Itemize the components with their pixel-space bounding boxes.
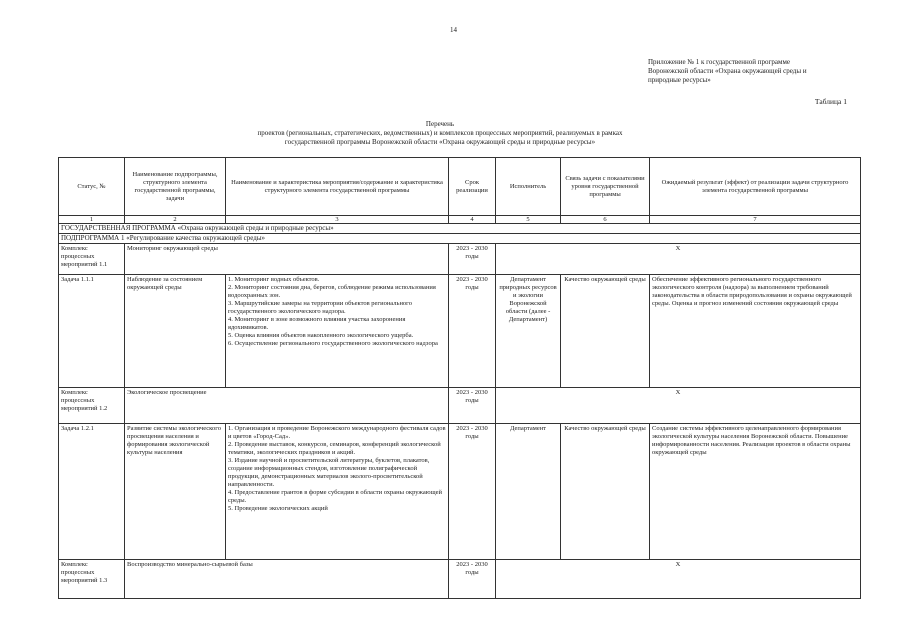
column-number: 7 <box>650 216 861 224</box>
complex-name: Воспроизводство минерально-сырьевой базы <box>125 560 449 599</box>
header-result: Ожидаемый результат (эффект) от реализации задачи структурного элемента государственной программы <box>650 158 861 216</box>
subprogram-row <box>59 234 861 244</box>
task-row <box>59 424 861 560</box>
document-heading <box>200 120 680 147</box>
table-label: Таблица 1 <box>814 97 847 106</box>
program-row <box>59 224 861 234</box>
task-indicator-link: Качество окружающей среды <box>561 424 650 560</box>
action-item: 1. Мониторинг водных объектов. <box>228 276 320 283</box>
header-period: Срок реализации <box>449 158 496 216</box>
heading-line: проектов (региональных, стратегических, ведомственных) и комплексов процессных мероприятий, реализуемых в рамках <box>257 129 623 137</box>
column-number: 4 <box>449 216 496 224</box>
action-item: 2. Проведение выставок, конкурсов, семинаров, конференций экологической тематики, экологических праздников и акций. <box>228 441 441 456</box>
heading-line: государственной программы Воронежской области «Охрана окружающей среды и природные ресурсы» <box>284 138 596 146</box>
appendix-line: Приложение № 1 к государственной программе <box>648 58 790 66</box>
complex-status: Комплекс процессных мероприятий 1.2 <box>59 388 125 424</box>
action-item: 4. Предоставление грантов в форме субсидии в области охраны окружающей среды. <box>228 489 442 504</box>
appendix-line: природные ресурсы» <box>648 76 711 84</box>
table-header-row <box>59 158 861 216</box>
header-status: Статус, № <box>59 158 125 216</box>
task-period: 2023 - 2030 годы <box>449 275 496 388</box>
column-number: 3 <box>226 216 449 224</box>
page-number: 14 <box>450 26 457 34</box>
appendix-note <box>648 58 848 85</box>
complex-status: Комплекс процессных мероприятий 1.3 <box>59 560 125 599</box>
complex-row <box>59 560 861 599</box>
column-number-row <box>59 216 861 224</box>
action-item: 6. Осуществление регионального государственного экологического надзора <box>228 340 438 347</box>
action-item: 1. Организация и проведение Воронежского международного фестиваля садов и цветов «Город-Сад». <box>228 425 446 440</box>
action-item: 5. Оценка влияния объектов накопленного экологического ущерба. <box>228 332 414 339</box>
column-number: 1 <box>59 216 125 224</box>
task-status: Задача 1.2.1 <box>59 424 125 560</box>
task-actions <box>226 275 449 388</box>
program-title: ГОСУДАРСТВЕННАЯ ПРОГРАММА «Охрана окружающей среды и природные ресурсы» <box>59 224 861 234</box>
action-item: 3. Маршрутийские замеры на территории объектов регионального государственного экологического надзора. <box>228 300 412 315</box>
header-link: Связь задачи с показателями уровня государственной программы <box>561 158 650 216</box>
column-number: 2 <box>125 216 226 224</box>
task-name: Наблюдение за состоянием окружающей среды <box>125 275 226 388</box>
column-number: 5 <box>496 216 561 224</box>
column-number: 6 <box>561 216 650 224</box>
complex-name: Экологическое просвещение <box>125 388 449 424</box>
action-item: 4. Мониторинг в зоне возможного влияния участка захоронения ядохимикатов. <box>228 316 406 331</box>
not-applicable-mark: X <box>496 388 861 424</box>
complex-status: Комплекс процессных мероприятий 1.1 <box>59 244 125 275</box>
task-row <box>59 275 861 388</box>
measures-table <box>58 157 861 599</box>
task-executor: Департамент <box>496 424 561 560</box>
task-expected-result: Создание системы эффективного целенаправленного формирования экологической культуры населения Воронежской области. Повышение информированности населения. Реализация проектов в области охраны окружающей среды <box>650 424 861 560</box>
complex-period: 2023 - 2030 годы <box>449 388 496 424</box>
task-actions <box>226 424 449 560</box>
task-expected-result: Обеспечение эффективного регионального государственного экологического контроля (надзора) за выполнением требований законодательства в области природопользования и охраны окружающей среды. Оценка и прогноз изменений состояния окружающей среды <box>650 275 861 388</box>
action-item: 3. Издание научной и просветительской литературы, буклетов, плакатов, создание информационных стендов, изготовление полиграфической продукции, демонстрационных материалов эколого-просветительской направленности. <box>228 457 430 488</box>
task-name: Развитие системы экологического просвещения населения и формирования экологической культуры населения <box>125 424 226 560</box>
complex-row <box>59 388 861 424</box>
task-indicator-link: Качество окружающей среды <box>561 275 650 388</box>
complex-period: 2023 - 2030 годы <box>449 244 496 275</box>
header-executor: Исполнитель <box>496 158 561 216</box>
action-item: 2. Мониторинг состояния дна, берегов, соблюдение режима использования водоохранных зон. <box>228 284 436 299</box>
complex-period: 2023 - 2030 годы <box>449 560 496 599</box>
task-executor: Департамент природных ресурсов и экологии Воронежской области (далее - Департамент) <box>496 275 561 388</box>
task-period: 2023 - 2030 годы <box>449 424 496 560</box>
complex-row <box>59 244 861 275</box>
not-applicable-mark: X <box>496 244 861 275</box>
action-item: 5. Проведение экологических акций <box>228 505 328 512</box>
subprogram-title: ПОДПРОГРАММА 1 «Регулирование качества окружающей среды» <box>59 234 861 244</box>
header-name: Наименование подпрограммы, структурного элемента государственной программы, задачи <box>125 158 226 216</box>
heading-title: Перечень <box>425 120 455 128</box>
task-status: Задача 1.1.1 <box>59 275 125 388</box>
not-applicable-mark: X <box>496 560 861 599</box>
complex-name: Мониторинг окружающей среды <box>125 244 449 275</box>
header-actions: Наименование и характеристика мероприятия/содержание и характеристика структурного элемента государственной программы <box>226 158 449 216</box>
appendix-line: Воронежской области «Охрана окружающей среды и <box>648 67 807 75</box>
